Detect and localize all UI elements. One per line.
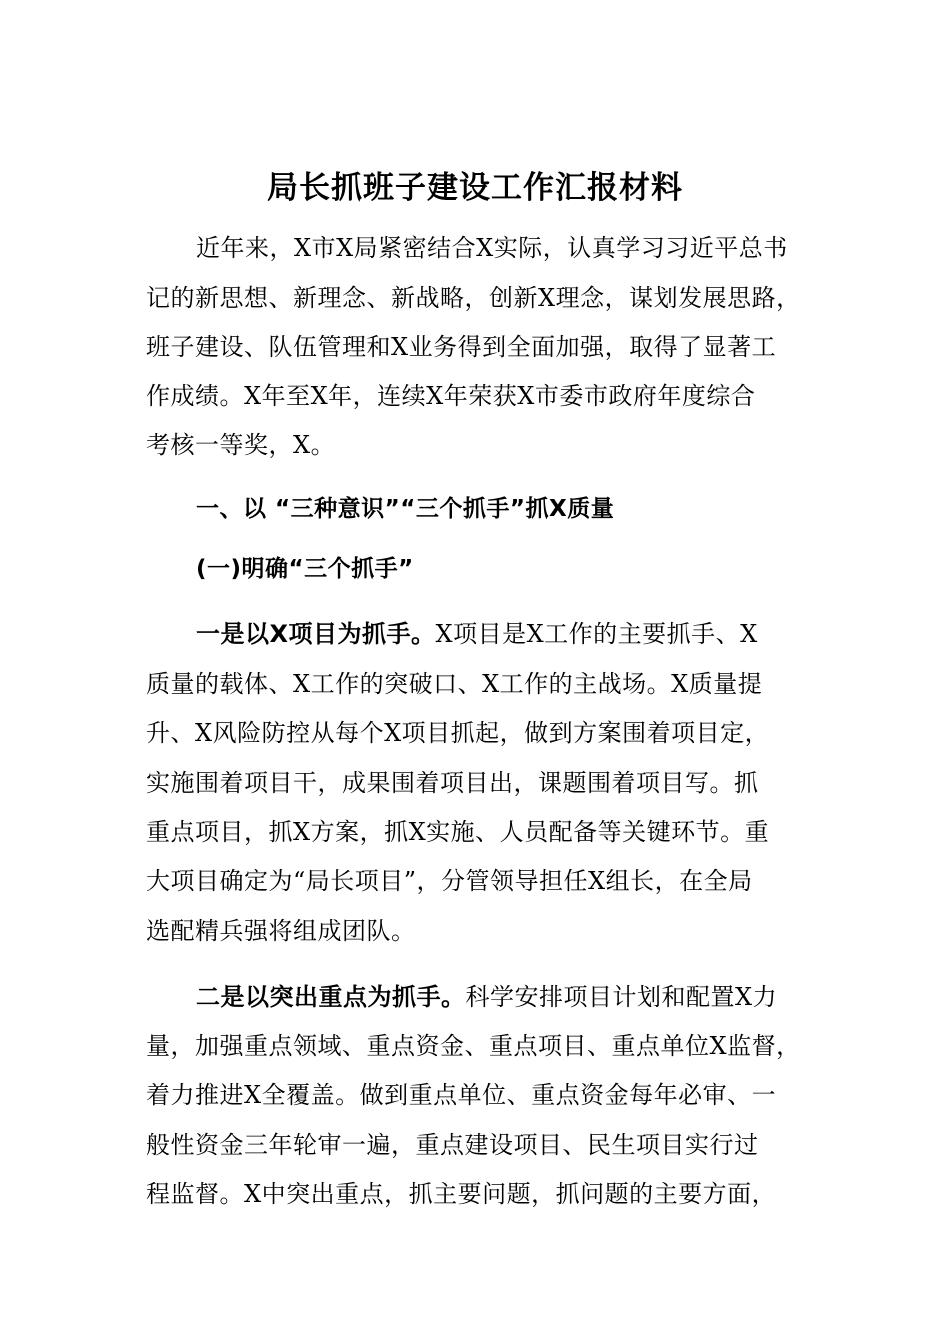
para1-line-3: 升、X风险防控从每个X项目抓起，做到方案围着项目定， bbox=[146, 719, 770, 747]
para1-line-7: 选配精兵强将组成团队。 bbox=[146, 917, 416, 945]
para2-line-1 bbox=[196, 981, 777, 1013]
para1-line-2: 质量的载体、X工作的突破口、X工作的主战场。X质量提 bbox=[146, 670, 763, 698]
document-title: 局长抓班子建设工作汇报材料 bbox=[267, 170, 683, 206]
para2-line-5: 程监督。X中突出重点，抓主要问题，抓问题的主要方面， bbox=[146, 1180, 777, 1208]
intro-line-3: 班子建设、队伍管理和X业务得到全面加强，取得了显著工 bbox=[146, 333, 777, 361]
intro-line-1: 近年来，X市X局紧密结合X实际，认真学习习近平总书 bbox=[196, 234, 788, 262]
intro-line-5: 考核一等奖，X。 bbox=[146, 431, 336, 459]
intro-line-4: 作成绩。X年至X年，连续X年荣获X市委市政府年度综合 bbox=[146, 382, 756, 410]
para2-line-1-rest: 科学安排项目计划和配置X力 bbox=[465, 983, 778, 1011]
para1-line-1 bbox=[196, 618, 758, 650]
para2-line-4: 般性资金三年轮审一遍，重点建设项目、民生项目实行过 bbox=[146, 1131, 759, 1159]
para1-line-6: 大项目确定为“局长项目”，分管领导担任X组长，在全局 bbox=[146, 867, 753, 895]
para2-line-2: 量，加强重点领域、重点资金、重点项目、重点单位X监督， bbox=[146, 1032, 801, 1060]
para2-line-3: 着力推进X全覆盖。做到重点单位、重点资金每年必审、一 bbox=[146, 1081, 777, 1109]
intro-line-2: 记的新思想、新理念、新战略，创新X理念，谋划发展思路， bbox=[146, 284, 801, 312]
para1-line-4: 实施围着项目干，成果围着项目出，课题围着项目写。抓 bbox=[146, 769, 759, 797]
section-heading-1: 一、以 “三种意识”“三个抓手”抓X质量 bbox=[196, 496, 615, 522]
para1-line-5: 重点项目，抓X方案，抓X实施、人员配备等关键环节。重 bbox=[146, 818, 770, 846]
para2-lead: 二是以突出重点为抓手。 bbox=[196, 983, 466, 1011]
subsection-heading-1: (一)明确“三个抓手” bbox=[196, 556, 414, 582]
para1-line-1-rest: X项目是X工作的主要抓手、X bbox=[435, 620, 758, 648]
para1-lead: 一是以X项目为抓手。 bbox=[196, 620, 436, 648]
